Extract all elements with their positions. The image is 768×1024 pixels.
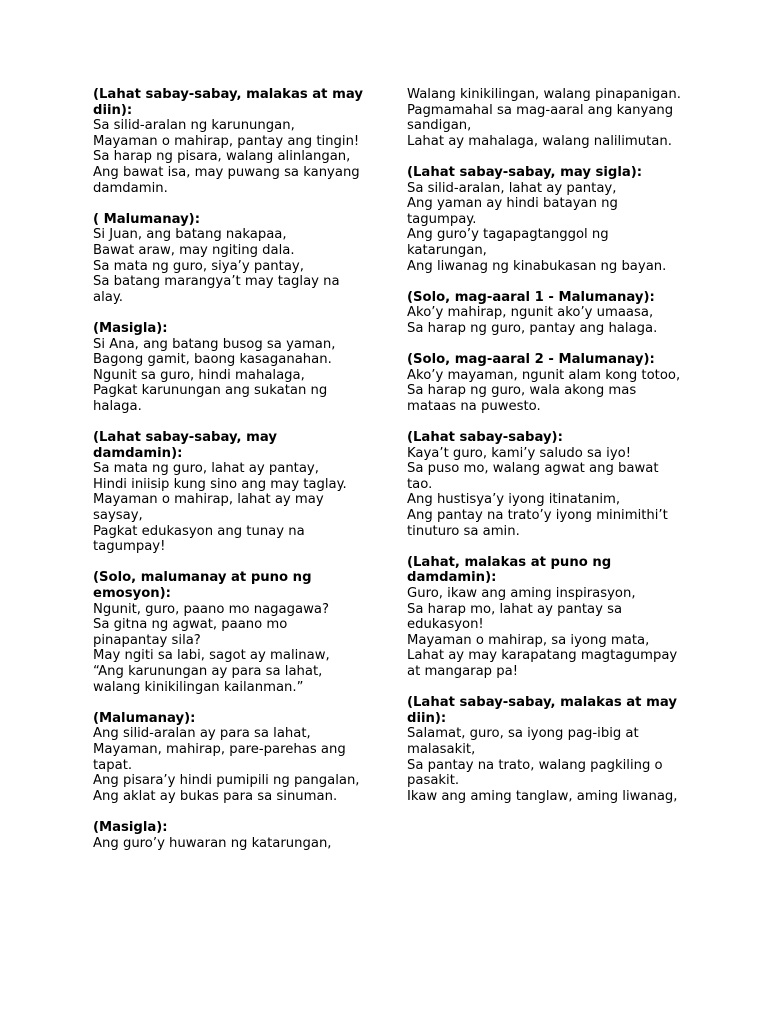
verse-line: Ako’y mahirap, ngunit ako’y umaasa, xyxy=(407,305,654,321)
stanza-heading: (Lahat, malakas at puno ng damdamin): xyxy=(407,554,612,586)
verse-line: Ang guro’y tagapagtanggol ng katarungan, xyxy=(407,227,609,258)
verse-line: Sa silid-aralan ng karunungan, xyxy=(93,118,295,134)
verse-line: Ang hustisya’y iyong itinatanim, xyxy=(407,492,621,508)
verse-line: Ang guro’y huwaran ng katarungan, xyxy=(93,835,332,851)
verse-line: Sa silid-aralan, lahat ay pantay, xyxy=(407,180,617,196)
verse-line: Mayaman o mahirap, sa iyong mata, xyxy=(407,632,650,648)
stanza xyxy=(93,430,365,555)
stanza-heading: (Lahat sabay-sabay): xyxy=(407,430,563,446)
stanza-heading: (Masigla): xyxy=(93,320,168,336)
stanza xyxy=(407,555,682,680)
verse-line: Ang silid-aralan ay para sa lahat, xyxy=(93,726,311,742)
stanza-heading: (Malumanay): xyxy=(93,710,196,726)
verse-line: Mayaman o mahirap, lahat ay may saysay, xyxy=(93,492,324,524)
stanza-heading: (Solo, mag-aaral 2 - Malumanay): xyxy=(407,352,655,368)
stanza-heading: (Lahat sabay-sabay, may sigla): xyxy=(407,164,643,180)
stanza xyxy=(93,321,365,415)
verse-line: Sa puso mo, walang agwat ang bawat tao. xyxy=(407,461,659,492)
verse-line: Sa pantay na trato, walang pagkiling o pasakit. xyxy=(407,757,663,789)
verse-line: Ikaw ang aming tanglaw, aming liwanag, xyxy=(407,788,678,804)
verse-line: Sa gitna ng agwat, paano mo pinapantay sila? xyxy=(93,617,288,648)
stanza-heading: (Lahat sabay-sabay, malakas at may diin): xyxy=(407,695,677,726)
stanza-heading: (Lahat sabay-sabay, malakas at may diin): xyxy=(93,87,363,118)
verse-line: Hindi iniisip kung sino ang may taglay. xyxy=(93,476,347,492)
verse-line: Sa harap ng guro, wala akong mas mataas na puwesto. xyxy=(407,383,637,414)
verse-line: Sa harap mo, lahat ay pantay sa edukasyon! xyxy=(407,601,623,633)
verse-line: Sa mata ng guro, siya’y pantay, xyxy=(93,258,304,274)
stanza xyxy=(93,820,365,851)
verse-line: Ako’y mayaman, ngunit alam kong totoo, xyxy=(407,367,681,383)
stanza xyxy=(93,711,365,805)
verse-line: Ang pantay na trato’y iyong minimithi’t tinuturo sa amin. xyxy=(407,508,668,539)
verse-line: Walang kinikilingan, walang pinapanigan. xyxy=(407,87,681,102)
stanza xyxy=(407,430,682,539)
verse-line: Sa mata ng guro, lahat ay pantay, xyxy=(93,461,319,477)
stanza-heading: (Solo, malumanay at puno ng emosyon): xyxy=(93,570,312,601)
stanza xyxy=(93,212,365,306)
verse-line: Ang pisara’y hindi pumipili ng pangalan, xyxy=(93,773,360,789)
verse-line: Pagkat karunungan ang sukatan ng halaga. xyxy=(93,383,328,414)
verse-line: Pagkat edukasyon ang tunay na tagumpay! xyxy=(93,523,305,555)
verse-line: Mayaman, mahirap, pare-parehas ang tapat. xyxy=(93,741,346,773)
verse-line: Ngunit sa guro, hindi mahalaga, xyxy=(93,367,305,383)
verse-line: Si Juan, ang batang nakapaa, xyxy=(93,227,287,243)
verse-line: Ngunit, guro, paano mo nagagawa? xyxy=(93,601,329,617)
stanza-heading: (Solo, mag-aaral 1 - Malumanay): xyxy=(407,289,655,305)
stanza xyxy=(93,87,365,196)
verse-line: Bawat araw, may ngiting dala. xyxy=(93,242,295,258)
verse-line: Guro, ikaw ang aming inspirasyon, xyxy=(407,586,636,601)
verse-line: Bagong gamit, baong kasaganahan. xyxy=(93,352,332,368)
stanza xyxy=(407,352,682,414)
verse-line: Ang bawat isa, may puwang sa kanyang damdamin. xyxy=(93,164,360,196)
stanza xyxy=(407,165,682,274)
verse-line: Pagmamahal sa mag-aaral ang kanyang sandigan, xyxy=(407,102,674,134)
stanza xyxy=(407,87,682,149)
stanza-heading: (Masigla): xyxy=(93,819,168,835)
stanza xyxy=(93,570,365,695)
verse-line: Sa harap ng pisara, walang alinlangan, xyxy=(93,149,351,165)
verse-line: Ang aklat ay bukas para sa sinuman. xyxy=(93,788,338,804)
verse-line: “Ang karunungan ay para sa lahat, walang kinikilingan kailanman.” xyxy=(93,663,323,695)
stanza xyxy=(407,695,682,804)
verse-line: Sa harap ng guro, pantay ang halaga. xyxy=(407,320,658,336)
verse-line: Lahat ay may karapatang magtagumpay at mangarap pa! xyxy=(407,648,678,679)
verse-line: Ang yaman ay hindi batayan ng tagumpay. xyxy=(407,196,618,227)
stanza xyxy=(407,290,682,337)
verse-line: Salamat, guro, sa iyong pag-ibig at malasakit, xyxy=(407,726,639,757)
verse-line: Kaya’t guro, kami’y saludo sa iyo! xyxy=(407,445,632,461)
verse-line: Si Ana, ang batang busog sa yaman, xyxy=(93,336,336,352)
verse-line: Ang liwanag ng kinabukasan ng bayan. xyxy=(407,258,667,274)
verse-line: Mayaman o mahirap, pantay ang tingin! xyxy=(93,133,360,149)
left-column xyxy=(93,87,365,867)
verse-line: Lahat ay mahalaga, walang nalilimutan. xyxy=(407,133,672,149)
stanza-heading: ( Malumanay): xyxy=(93,211,200,227)
right-column xyxy=(407,87,682,820)
verse-line: Sa batang marangya’t may taglay na alay. xyxy=(93,274,340,305)
verse-line: May ngiti sa labi, sagot ay malinaw, xyxy=(93,648,330,664)
stanza-heading: (Lahat sabay-sabay, may damdamin): xyxy=(93,430,277,461)
